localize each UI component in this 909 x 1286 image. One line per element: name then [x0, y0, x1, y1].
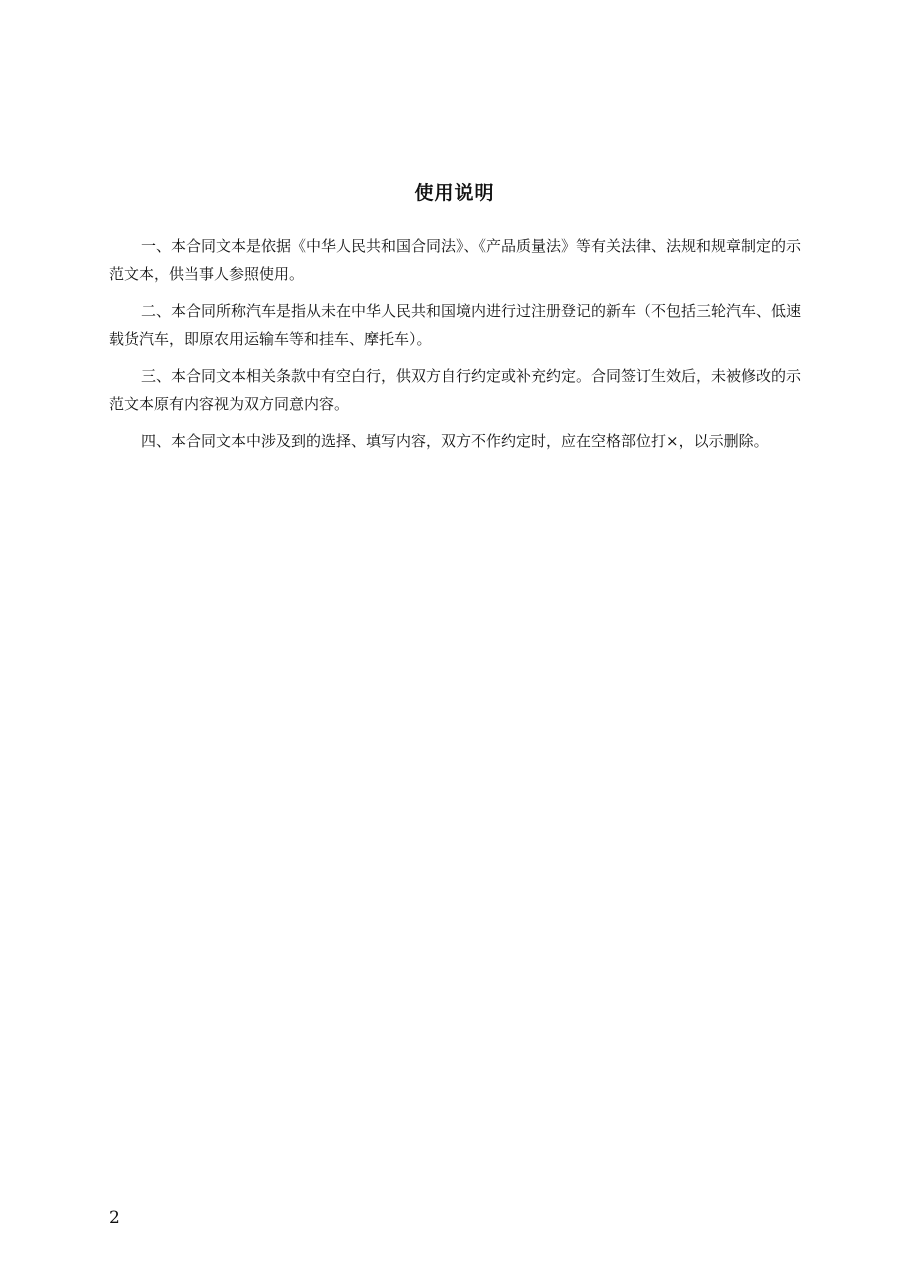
instruction-paragraph-4: 四、本合同文本中涉及到的选择、填写内容，双方不作约定时，应在空格部位打×，以示删除。 — [141, 432, 769, 450]
instruction-paragraph-1: 一、本合同文本是依据《中华人民共和国合同法》、《产品质量法》等有关法律、法规和规章制定的示范文本，供当事人参照使用。 — [109, 237, 802, 283]
page-number: 2 — [109, 1208, 120, 1228]
instruction-paragraph-2: 二、本合同所称汽车是指从未在中华人民共和国境内进行过注册登记的新车（不包括三轮汽车、低速载货汽车，即原农用运输车等和挂车、摩托车）。 — [109, 302, 802, 348]
instructions-body — [109, 232, 801, 464]
instruction-paragraph-3: 三、本合同文本相关条款中有空白行，供双方自行约定或补充约定。合同签订生效后，未被修改的示范文本原有内容视为双方同意内容。 — [109, 367, 802, 413]
page-title: 使用说明 — [414, 182, 495, 204]
